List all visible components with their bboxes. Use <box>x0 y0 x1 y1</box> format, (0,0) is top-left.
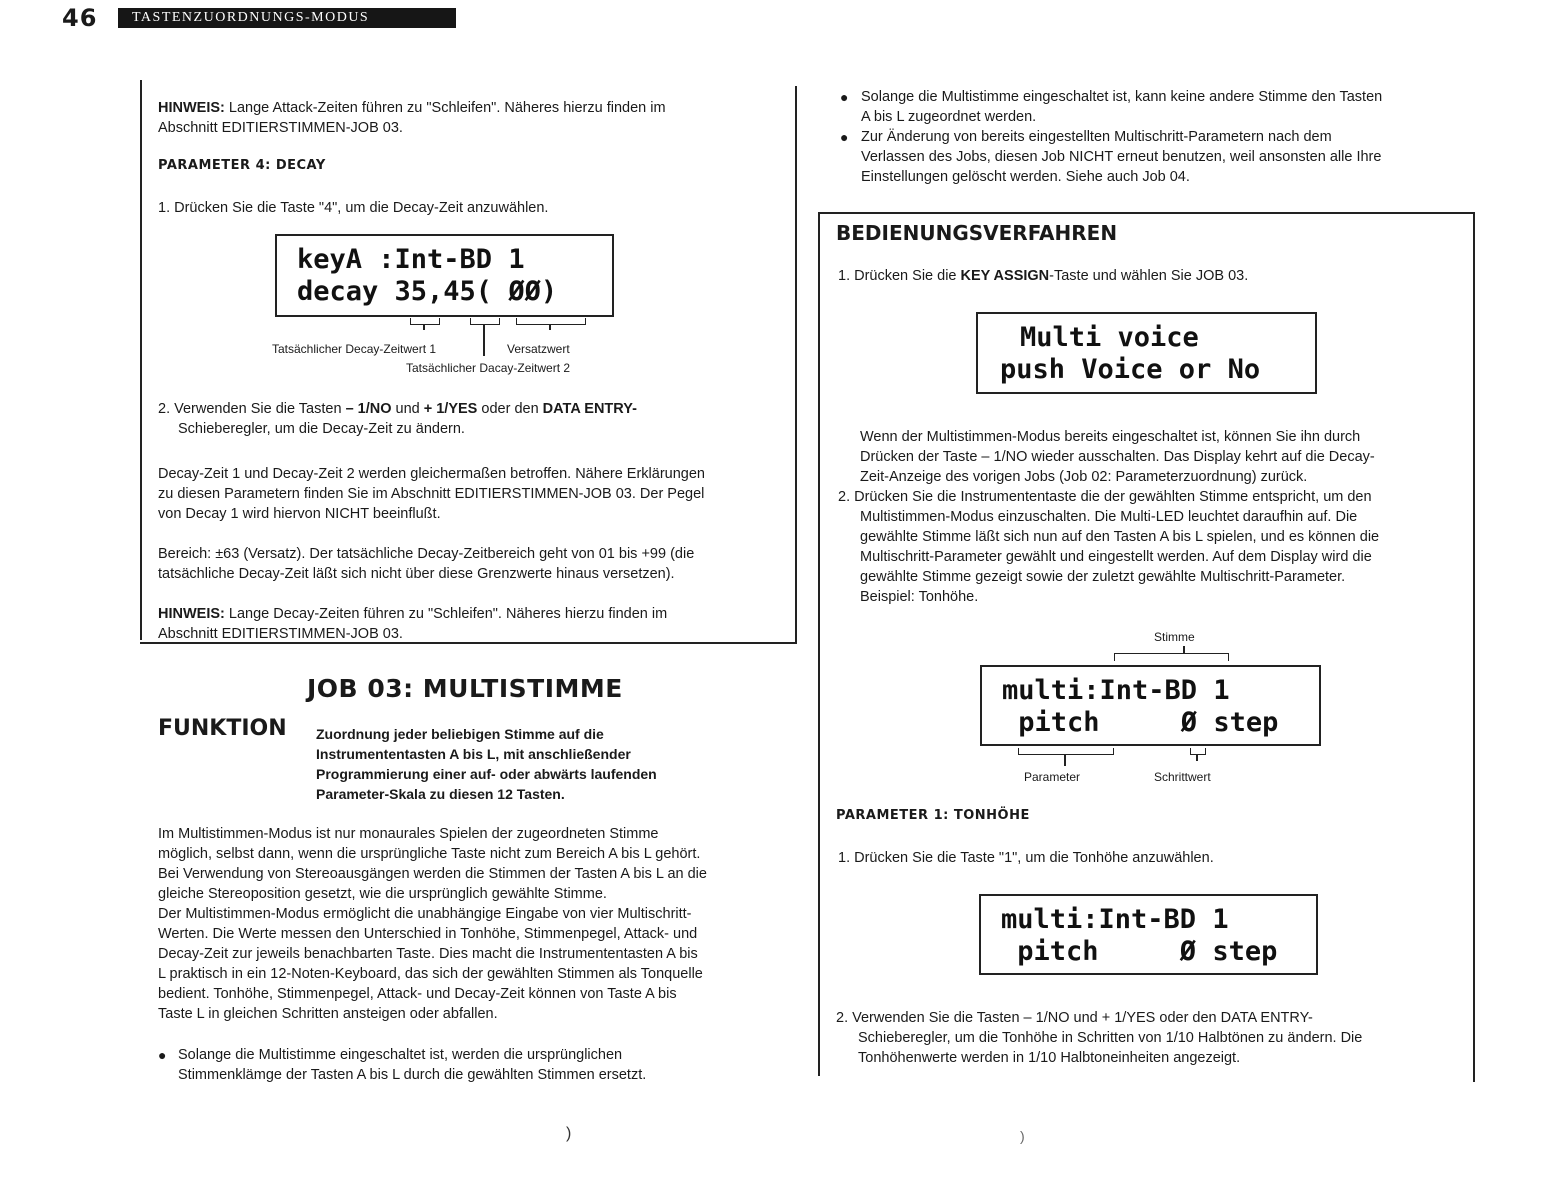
bedien-step-1-text: 1. Drücken Sie die <box>838 268 961 284</box>
bullet-icon: ● <box>840 129 849 145</box>
body-line: Im Multistimmen-Modus ist nur monaurales Spielen der zugeordneten Stimme <box>158 826 659 842</box>
bedien-step-1-text: -Taste und wählen Sie JOB 03. <box>1049 268 1249 284</box>
lcd-pitch-line1: multi:Int-BD 1 <box>1002 675 1230 706</box>
parameter-1-title: PARAMETER 1: TONHÖHE <box>836 808 1030 823</box>
range-paragraph-line: Bereich: ±63 (Versatz). Der tatsächliche Decay-Zeitbereich geht von 01 bis +99 (die <box>158 546 695 562</box>
lcd-display-pitch-example <box>980 665 1321 746</box>
lcd-display-pitch <box>979 894 1318 975</box>
hinweis-2-line2: Abschnitt EDITIERSTIMMEN-JOB 03. <box>158 626 403 642</box>
step-2-text-e: oder den <box>477 401 543 417</box>
hinweis-2 <box>158 604 788 644</box>
bracket-versatz <box>516 318 586 325</box>
label-decay-1: Tatsächlicher Decay-Zeitwert 1 <box>272 342 437 356</box>
label-parameter: Parameter <box>1024 770 1081 784</box>
decay-paragraph-line: zu diesen Parametern finden Sie im Abschnitt EDITIERSTIMMEN-JOB 03. Der Pegel <box>158 486 705 502</box>
parameter-4-title: PARAMETER 4: DECAY <box>158 158 326 173</box>
hinweis-1-text: Lange Attack-Zeiten führen zu "Schleifen". Näheres hierzu finden im <box>224 100 666 116</box>
bullet-line: Solange die Multistimme eingeschaltet ist, werden die ursprünglichen <box>178 1047 623 1063</box>
step-2-text-a: 2. Verwenden Sie die Tasten <box>158 401 346 417</box>
right-box-top-border <box>818 212 1474 214</box>
hinweis-1-label: HINWEIS: <box>158 100 225 116</box>
lcd-pitch-2-line2: pitch Ø step <box>1001 936 1278 967</box>
funktion-line: Parameter-Skala zu diesen 12 Tasten. <box>316 786 565 802</box>
section-title-bar: TASTENZUORDNUNGS-MODUS <box>118 8 456 28</box>
step-line: Multischritt-Parameter gewählt und eingestellt werden. Auf dem Display wird die <box>860 549 1372 565</box>
body-line: L praktisch in ein 12-Noten-Keyboard, das sich der gewählten Stimmen als Tonquelle <box>158 966 703 982</box>
right-box-left-border <box>818 212 820 1076</box>
ausschalten-paragraph <box>860 427 1460 487</box>
body-line: bedient. Tonhöhe, Stimmenpegel, Attack- und Decay-Zeit können von Taste A bis <box>158 986 677 1002</box>
body-line: Taste L in gleichen Schritten ansteigen oder abfallen. <box>158 1006 498 1022</box>
lcd-multi-voice-line2: push Voice or No <box>1000 354 1261 385</box>
lcd-pitch-2-line1: multi:Int-BD 1 <box>1001 904 1229 935</box>
funktion-line: Instrumententasten A bis L, mit anschließender <box>316 746 631 762</box>
funktion-label: FUNKTION <box>158 716 287 741</box>
range-paragraph-line: tatsächliche Decay-Zeit läßt sich nicht über diese Grenzwerte hinaus versetzen). <box>158 566 675 582</box>
step-2-text-c: und <box>391 401 424 417</box>
decay-paragraph-line: Decay-Zeit 1 und Decay-Zeit 2 werden gleichermaßen betroffen. Nähere Erklärungen <box>158 466 705 482</box>
job-title: JOB 03: MULTISTIMME <box>307 674 623 703</box>
lcd-decay-line1: keyA :Int-BD 1 <box>297 244 525 275</box>
hinweis-2-label: HINWEIS: <box>158 606 225 622</box>
bullet-icon: ● <box>158 1047 167 1063</box>
body-line: Werten. Die Werte messen den Unterschied in Tonhöhe, Stimmenpegel, Attack- und <box>158 926 698 942</box>
binding-mark: ) <box>566 1125 572 1142</box>
binding-mark: ) <box>1020 1128 1025 1144</box>
bullet-line: Solange die Multistimme eingeschaltet ist, kann keine andere Stimme den Tasten <box>861 89 1383 105</box>
bullet-line: Einstellungen gelöscht werden. Siehe auch Job 04. <box>861 169 1190 185</box>
tick-decay-2 <box>483 324 485 356</box>
tick-parameter <box>1064 754 1066 766</box>
step-2-decay <box>158 399 778 439</box>
bullet-line: Verlassen des Jobs, diesen Job NICHT erneut benutzen, weil ansonsten alle Ihre <box>861 149 1382 165</box>
bedien-step-2 <box>838 487 1463 607</box>
body-line: Bei Verwendung von Stereoausgängen werden die Stimmen der Tasten A bis L an die <box>158 866 707 882</box>
tick-schrittwert <box>1196 754 1198 761</box>
left-bullet <box>158 1045 778 1085</box>
data-entry-label: DATA ENTRY- <box>542 401 637 417</box>
step-2-line2: Schieberegler, um die Decay-Zeit zu ändern. <box>178 421 465 437</box>
step-line: Tonhöhenwerte werden in 1/10 Halbtoneinheiten angezeigt. <box>858 1050 1241 1066</box>
funktion-text <box>316 724 657 804</box>
step-line: gewählte Stimme läßt sich nun auf den Tasten A bis L spielen, und es können die <box>860 529 1380 545</box>
hinweis-1 <box>158 98 788 138</box>
bullet-line: Zur Änderung von bereits eingestellten Multischritt-Parametern nach dem <box>861 129 1332 145</box>
hinweis-1-line2: Abschnitt EDITIERSTIMMEN-JOB 03. <box>158 120 403 136</box>
body-line: Der Multistimmen-Modus ermöglicht die unabhängige Eingabe von vier Multischritt- <box>158 906 692 922</box>
bedien-step-1 <box>838 266 1248 286</box>
lcd-decay-line2: decay 35,45( ØØ) <box>297 276 558 307</box>
bracket-decay-2 <box>470 318 500 325</box>
paragraph-line: Wenn der Multistimmen-Modus bereits eingeschaltet ist, können Sie ihn durch <box>860 429 1361 445</box>
lcd-pitch-line2: pitch Ø step <box>1002 707 1279 738</box>
bracket-decay-1 <box>410 318 440 325</box>
body-line: gleiche Stereoposition gesetzt, wie die ursprünglich gewählte Stimme. <box>158 886 607 902</box>
lcd-multi-voice-line1: Multi voice <box>1020 322 1199 353</box>
step-line: Multistimmen-Modus einzuschalten. Die Multi-LED leuchtet daraufhin auf. Die <box>860 509 1358 525</box>
param-1-step-1: 1. Drücken Sie die Taste "1", um die Tonhöhe anzuwählen. <box>838 850 1214 866</box>
label-decay-2: Tatsächlicher Dacay-Zeitwert 2 <box>406 361 571 375</box>
body-line: Decay-Zeit zur jeweils benachbarten Taste. Dies macht die Instrumententasten A bis <box>158 946 698 962</box>
label-schrittwert: Schrittwert <box>1154 770 1211 784</box>
right-bullet-1 <box>840 87 1460 127</box>
label-stimme: Stimme <box>1154 630 1195 644</box>
bullet-icon: ● <box>840 89 849 105</box>
range-paragraph <box>158 544 788 584</box>
decay-paragraph-line: von Decay 1 wird hiervon NICHT beeinflußt. <box>158 506 441 522</box>
paragraph-line: Zeit-Anzeige des vorigen Jobs (Job 02: Parameterzuordnung) zurück. <box>860 469 1308 485</box>
key-assign-label: KEY ASSIGN <box>960 268 1050 284</box>
bracket-stimme <box>1114 653 1229 661</box>
paragraph-line: Drücken der Taste – 1/NO wieder ausschalten. Das Display kehrt auf die Decay- <box>860 449 1375 465</box>
bracket-schrittwert <box>1190 748 1206 755</box>
step-line: Beispiel: Tonhöhe. <box>860 589 979 605</box>
tick-versatz <box>549 324 551 330</box>
left-box-left-border <box>140 80 142 640</box>
lcd-display-decay <box>275 234 614 317</box>
step-1-decay: 1. Drücken Sie die Taste "4", um die Decay-Zeit anzuwählen. <box>158 200 549 216</box>
step-line: Schieberegler, um die Tonhöhe in Schritten von 1/10 Halbtönen zu ändern. Die <box>858 1030 1363 1046</box>
bullet-line: A bis L zugeordnet werden. <box>861 109 1037 125</box>
step-line: gewählte Stimme gezeigt sowie der zuletzt gewählte Multischritt-Parameter. <box>860 569 1346 585</box>
step-line: 2. Drücken Sie die Instrumententaste die der gewählten Stimme entspricht, um den <box>838 489 1372 505</box>
right-box-right-border <box>1473 212 1475 1082</box>
decay-paragraph <box>158 464 788 524</box>
bullet-line: Stimmenklämge der Tasten A bis L durch die gewählten Stimmen ersetzt. <box>178 1067 647 1083</box>
bracket-parameter <box>1018 748 1114 755</box>
funktion-line: Programmierung einer auf- oder abwärts laufenden <box>316 766 657 782</box>
label-versatzwert: Versatzwert <box>507 342 570 356</box>
tick-decay-1 <box>423 324 425 330</box>
body-line: möglich, selbst dann, wenn die ursprüngliche Taste nicht zum Bereich A bis L gehört. <box>158 846 701 862</box>
lcd-display-multi-voice <box>976 312 1317 394</box>
yes-key-label: + 1/YES <box>423 401 478 417</box>
page-number: 46 <box>62 4 98 32</box>
no-key-label: – 1/NO <box>345 401 392 417</box>
step-line: 2. Verwenden Sie die Tasten – 1/NO und + 1/YES oder den DATA ENTRY- <box>836 1010 1313 1026</box>
funktion-line: Zuordnung jeder beliebigen Stimme auf die <box>316 726 604 742</box>
right-bullet-2 <box>840 127 1460 187</box>
bedienungsverfahren-title: BEDIENUNGSVERFAHREN <box>836 221 1118 245</box>
hinweis-2-text: Lange Decay-Zeiten führen zu "Schleifen". Näheres hierzu finden im <box>224 606 668 622</box>
param-1-step-2 <box>836 1008 1461 1068</box>
left-box-right-border <box>795 86 797 644</box>
multistimme-body <box>158 824 788 1024</box>
